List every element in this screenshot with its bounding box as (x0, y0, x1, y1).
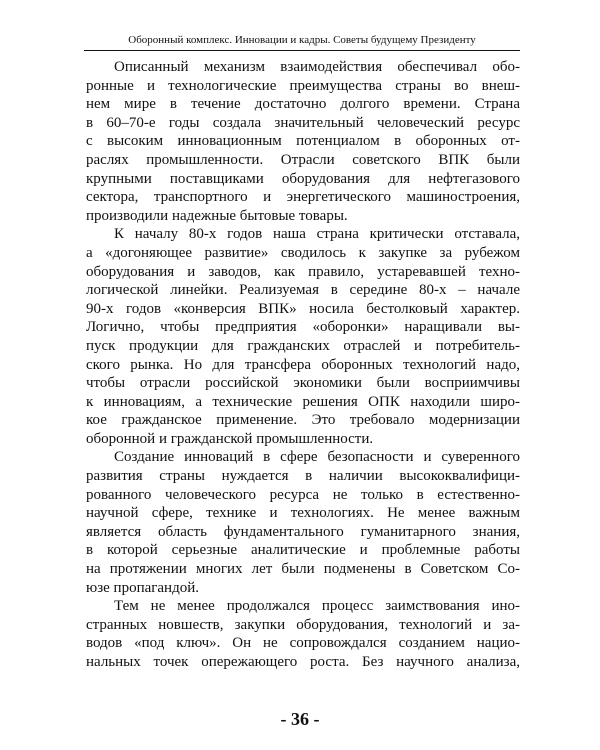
text-line: в которой серьезные аналитические и проблемные работы (86, 542, 520, 559)
text-line: логической линейки. Реализуемая в середине 80-х – начале (86, 282, 520, 299)
text-line: оборудования и заводов, как правило, устаревавшей техно- (86, 263, 520, 280)
text-line: странных новшеств, закупки оборудования, технологий и за- (86, 616, 520, 633)
text-line: научной сфере, технике и технологиях. Не менее важным (86, 505, 520, 522)
text-line: нем мире в течение достаточно долгого времени. Страна (86, 96, 520, 113)
header-rule (84, 50, 520, 51)
text-line: Описанный механизм взаимодействия обеспечивал обо- (114, 59, 520, 75)
text-line: с высоким инновационным потенциалом в оборонных от- (86, 133, 520, 150)
text-line: раслях промышленности. Отрасли советского ВПК были (86, 151, 520, 168)
text-line: ронные и технологические преимущества страны во внеш- (86, 77, 520, 94)
text-line: ского рынка. Но для трансфера оборонных технологий надо, (86, 356, 520, 373)
text-line: сектора, транспортного и энергетического машиностроения, (86, 189, 520, 206)
text-line: 90-х годов «конверсия ВПК» носила бестолковый характер. (86, 300, 520, 317)
text-line: является область фундаментального гуманитарного знания, (86, 523, 520, 540)
text-line: а «догоняющее развитие» сводилось к закупке за рубежом (86, 244, 520, 261)
paragraph-3 (86, 448, 520, 597)
text-line: нальных точек опережающего роста. Без научного анализа, (86, 654, 520, 670)
text-line: к инновациям, а технические решения ОПК находили широ- (86, 393, 520, 410)
page-number: - 36 - (280, 709, 320, 729)
text-line: крупными поставщиками оборудования для нефтегазового (86, 170, 520, 187)
paragraph-2 (86, 225, 520, 448)
paragraph-4 (86, 597, 520, 671)
running-header: Оборонный комплекс. Инновации и кадры. Советы будущему Президенту (128, 34, 476, 46)
text-line: на протяжении многих лет были подменены в Советском Со- (86, 561, 520, 578)
text-line: водов «под ключ». Он не сопровождался созданием нацио- (86, 635, 520, 652)
text-line: в 60–70-е годы создала значительный человеческий ресурс (86, 114, 520, 131)
text-line: юзе пропагандой. (86, 579, 199, 596)
body-text (86, 58, 520, 672)
text-line: пуск продукции для гражданских отраслей и потребитель- (86, 337, 520, 354)
text-line: Создание инноваций в сфере безопасности и суверенного (114, 449, 520, 466)
text-line: оборонной и гражданской промышленности. (86, 430, 374, 447)
text-line: производили надежные бытовые товары. (86, 207, 348, 224)
text-line: Логично, чтобы предприятия «оборонки» наращивали вы- (86, 319, 520, 336)
text-line: рованного человеческого ресурса не только в естественно- (86, 486, 520, 503)
text-line: К началу 80-х годов наша страна критически отставала, (114, 226, 520, 243)
paragraph-1 (86, 58, 520, 225)
text-line: кое гражданское применение. Это требовало модернизации (86, 412, 520, 429)
text-line: Тем не менее продолжался процесс заимствования ино- (114, 598, 520, 615)
text-line: развития страны нуждается в наличии высококвалифици- (86, 468, 520, 485)
text-line: чтобы отрасли российской экономики были восприимчивы (86, 375, 520, 392)
